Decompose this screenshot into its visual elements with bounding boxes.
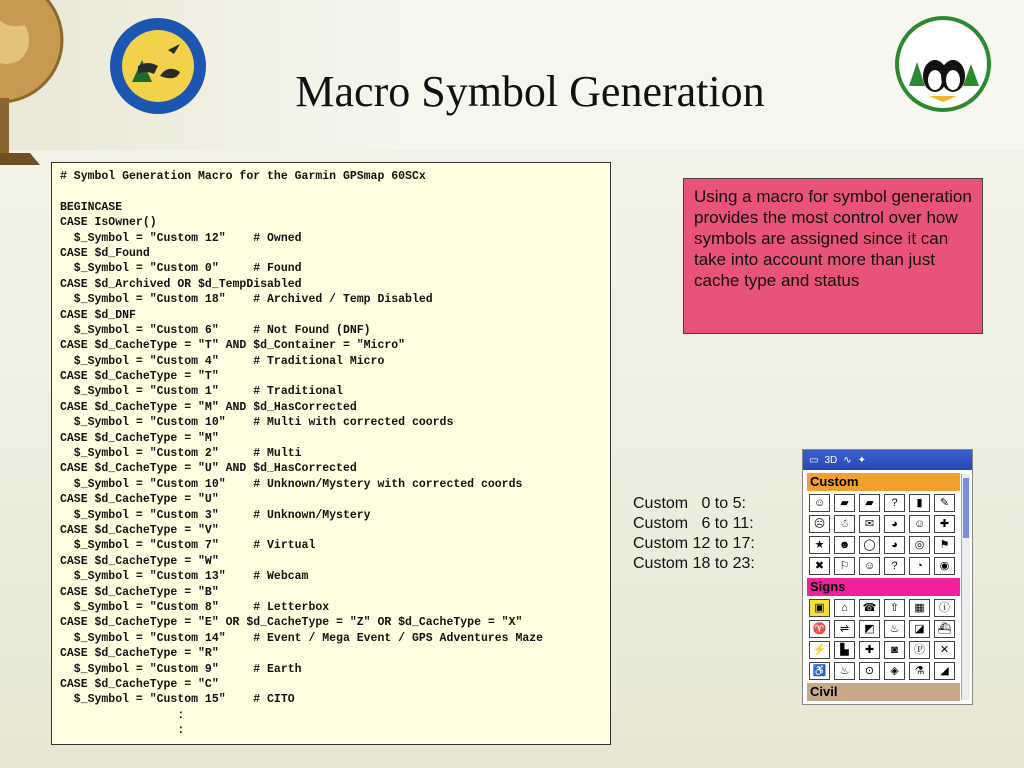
code-line: CASE $d_CacheType = "W": [60, 554, 219, 568]
code-line: CASE $d_CacheType = "E" OR $d_CacheType = "Z" OR $d_CacheType = "X": [60, 616, 523, 630]
gps-symbol-icon[interactable]: ◕: [884, 515, 905, 533]
code-line: :: [60, 724, 185, 738]
teamdotone-logo: [895, 16, 991, 112]
custom-range-label: Custom 12 to 17:: [633, 535, 755, 552]
gps-icon-grid: [807, 596, 972, 683]
code-line: $_Symbol = "Custom 15" # CITO: [60, 693, 295, 707]
gps-symbol-icon[interactable]: ◎: [909, 536, 930, 554]
gps-symbol-icon[interactable]: ◈: [884, 662, 905, 680]
gps-symbol-icon[interactable]: ☻: [834, 536, 855, 554]
code-line: CASE $d_CacheType = "T": [60, 370, 219, 384]
code-line: $_Symbol = "Custom 1" # Traditional: [60, 385, 343, 399]
macro-code-block: [51, 162, 611, 745]
gps-symbol-icon[interactable]: ◩: [859, 620, 880, 638]
gps-symbol-icon[interactable]: ☎: [859, 599, 880, 617]
gps-symbol-icon[interactable]: ★: [809, 536, 830, 554]
track-icon: ∿: [843, 454, 852, 466]
gps-symbol-icon[interactable]: ⛴: [934, 620, 955, 638]
gps-symbol-icon[interactable]: ♨: [834, 662, 855, 680]
code-line: $_Symbol = "Custom 18" # Archived / Temp Disabled: [60, 293, 433, 307]
gps-symbol-icon[interactable]: ▰: [859, 494, 880, 512]
custom-range-label: Custom 0 to 5:: [633, 495, 746, 512]
gps-symbol-icon[interactable]: ▙: [834, 641, 855, 659]
code-line: :: [60, 708, 185, 722]
code-line: $_Symbol = "Custom 0" # Found: [60, 262, 302, 276]
gps-symbol-icon[interactable]: ◢: [934, 662, 955, 680]
code-line: CASE $d_Archived OR $d_TempDisabled: [60, 277, 302, 291]
gps-symbol-icon[interactable]: ☹: [809, 515, 830, 533]
code-line: $_Symbol = "Custom 2" # Multi: [60, 447, 302, 461]
code-line: CASE $d_CacheType = "M": [60, 431, 219, 445]
gps-symbol-icon[interactable]: ?: [884, 494, 905, 512]
slide-title: Macro Symbol Generation: [295, 67, 765, 116]
explanation-note: Using a macro for symbol generation provides the most control over how symbols are assigned since it can take into account more than just cache type and status: [683, 178, 983, 334]
gps-icon-grid: [807, 491, 972, 578]
gps-scrollbar[interactable]: [961, 474, 970, 700]
gps-symbol-icon[interactable]: ◕: [884, 536, 905, 554]
gps-symbol-icon[interactable]: ☺: [909, 515, 930, 533]
gps-category-custom[interactable]: Custom: [807, 473, 960, 491]
code-line: # Symbol Generation Macro for the Garmin GPSmap 60SCx: [60, 170, 426, 183]
gps-symbol-icon[interactable]: ⌂: [834, 599, 855, 617]
gps-category-civil[interactable]: Civil: [807, 683, 960, 701]
gps-symbol-list: [803, 470, 972, 701]
custom-range-label: Custom 18 to 23:: [633, 555, 755, 572]
backlight-icon: ✦: [857, 454, 867, 466]
code-line: CASE $d_CacheType = "V": [60, 523, 219, 537]
code-line: CASE $d_DNF: [60, 308, 136, 322]
gps-symbol-icon[interactable]: ⚐: [834, 557, 855, 575]
gps-symbol-icon[interactable]: ✕: [934, 641, 955, 659]
code-line: [60, 184, 602, 199]
gps-status-bar: [803, 450, 972, 470]
gps-symbol-icon[interactable]: ☺: [809, 494, 830, 512]
gps-symbol-icon[interactable]: ☃: [834, 515, 855, 533]
code-line: CASE $d_CacheType = "U" AND $d_HasCorrected: [60, 462, 357, 476]
custom-range-labels: [633, 494, 755, 574]
code-line: CASE $d_CacheType = "U": [60, 493, 219, 507]
code-line: CASE IsOwner(): [60, 216, 157, 230]
code-line: CASE $d_CacheType = "C": [60, 677, 219, 691]
gps-scrollbar-thumb[interactable]: [963, 478, 969, 538]
gps-category-signs[interactable]: Signs: [807, 578, 960, 596]
gps-symbol-icon[interactable]: ▮: [909, 494, 930, 512]
code-line: $_Symbol = "Custom 3" # Unknown/Mystery: [60, 508, 371, 522]
code-line: $_Symbol = "Custom 13" # Webcam: [60, 570, 309, 584]
code-line: CASE $d_Found: [60, 246, 150, 260]
gps-symbol-icon[interactable]: ◙: [884, 641, 905, 659]
gps-symbol-icon[interactable]: ⇌: [834, 620, 855, 638]
gps-symbol-icon[interactable]: ♨: [884, 620, 905, 638]
gps-symbol-icon[interactable]: ✚: [859, 641, 880, 659]
gps-symbol-icon[interactable]: ♈: [809, 620, 830, 638]
code-line: $_Symbol = "Custom 8" # Letterbox: [60, 600, 330, 614]
gps-symbol-icon[interactable]: ✖: [809, 557, 830, 575]
code-line: $_Symbol = "Custom 10" # Multi with corrected coords: [60, 416, 454, 430]
gps-symbol-icon[interactable]: ⇧: [884, 599, 905, 617]
3D-fix-icon: 3D: [824, 454, 838, 466]
globe-decoration: [0, 0, 80, 170]
gps-symbol-icon[interactable]: ▰: [834, 494, 855, 512]
custom-range-label: Custom 6 to 11:: [633, 515, 754, 532]
battery-icon: ▭: [809, 454, 819, 466]
gps-symbol-icon[interactable]: ⓘ: [934, 599, 955, 617]
gps-symbol-icon[interactable]: ⚑: [934, 536, 955, 554]
gps-symbol-icon[interactable]: ⚡: [809, 641, 830, 659]
code-line: $_Symbol = "Custom 14" # Event / Mega Event / GPS Adventures Maze: [60, 631, 544, 645]
code-line: CASE $d_CacheType = "M" AND $d_HasCorrected: [60, 400, 357, 414]
gps-symbol-icon[interactable]: ◉: [934, 557, 955, 575]
code-line: CASE $d_CacheType = "R": [60, 647, 219, 661]
gps-symbol-icon[interactable]: ?: [884, 557, 905, 575]
code-line: CASE $d_CacheType = "B": [60, 585, 219, 599]
gps-symbol-icon[interactable]: ◔: [909, 557, 930, 575]
code-line: $_Symbol = "Custom 12" # Owned: [60, 231, 302, 245]
gps-symbol-icon[interactable]: ▦: [909, 599, 930, 617]
gps-symbol-icon[interactable]: ♿: [809, 662, 830, 680]
code-line: $_Symbol = "Custom 7" # Virtual: [60, 539, 316, 553]
gps-symbol-icon[interactable]: ◪: [909, 620, 930, 638]
code-line: CASE $d_CacheType = "T" AND $d_Container = "Micro": [60, 339, 406, 353]
gps-symbol-icon[interactable]: ✉: [859, 515, 880, 533]
gps-symbol-icon[interactable]: Ⓟ: [909, 641, 930, 659]
code-line: $_Symbol = "Custom 6" # Not Found (DNF): [60, 323, 371, 337]
code-line: $_Symbol = "Custom 9" # Earth: [60, 662, 302, 676]
code-line: BEGINCASE: [60, 200, 123, 214]
code-line: $_Symbol = "Custom 4" # Traditional Micro: [60, 354, 385, 368]
gps-symbol-icon[interactable]: ☺: [859, 557, 880, 575]
gps-symbol-icon[interactable]: ⊙: [859, 662, 880, 680]
gps-symbol-icon[interactable]: ✚: [934, 515, 955, 533]
gps-symbol-icon[interactable]: ▣: [809, 599, 830, 617]
gps-symbol-icon[interactable]: ⚗: [909, 662, 930, 680]
gps-symbol-icon[interactable]: ✎: [934, 494, 955, 512]
gps-symbol-icon[interactable]: ◯: [859, 536, 880, 554]
gps-symbol-screen: [802, 449, 973, 705]
code-line: $_Symbol = "Custom 10" # Unknown/Mystery with corrected coords: [60, 477, 523, 491]
